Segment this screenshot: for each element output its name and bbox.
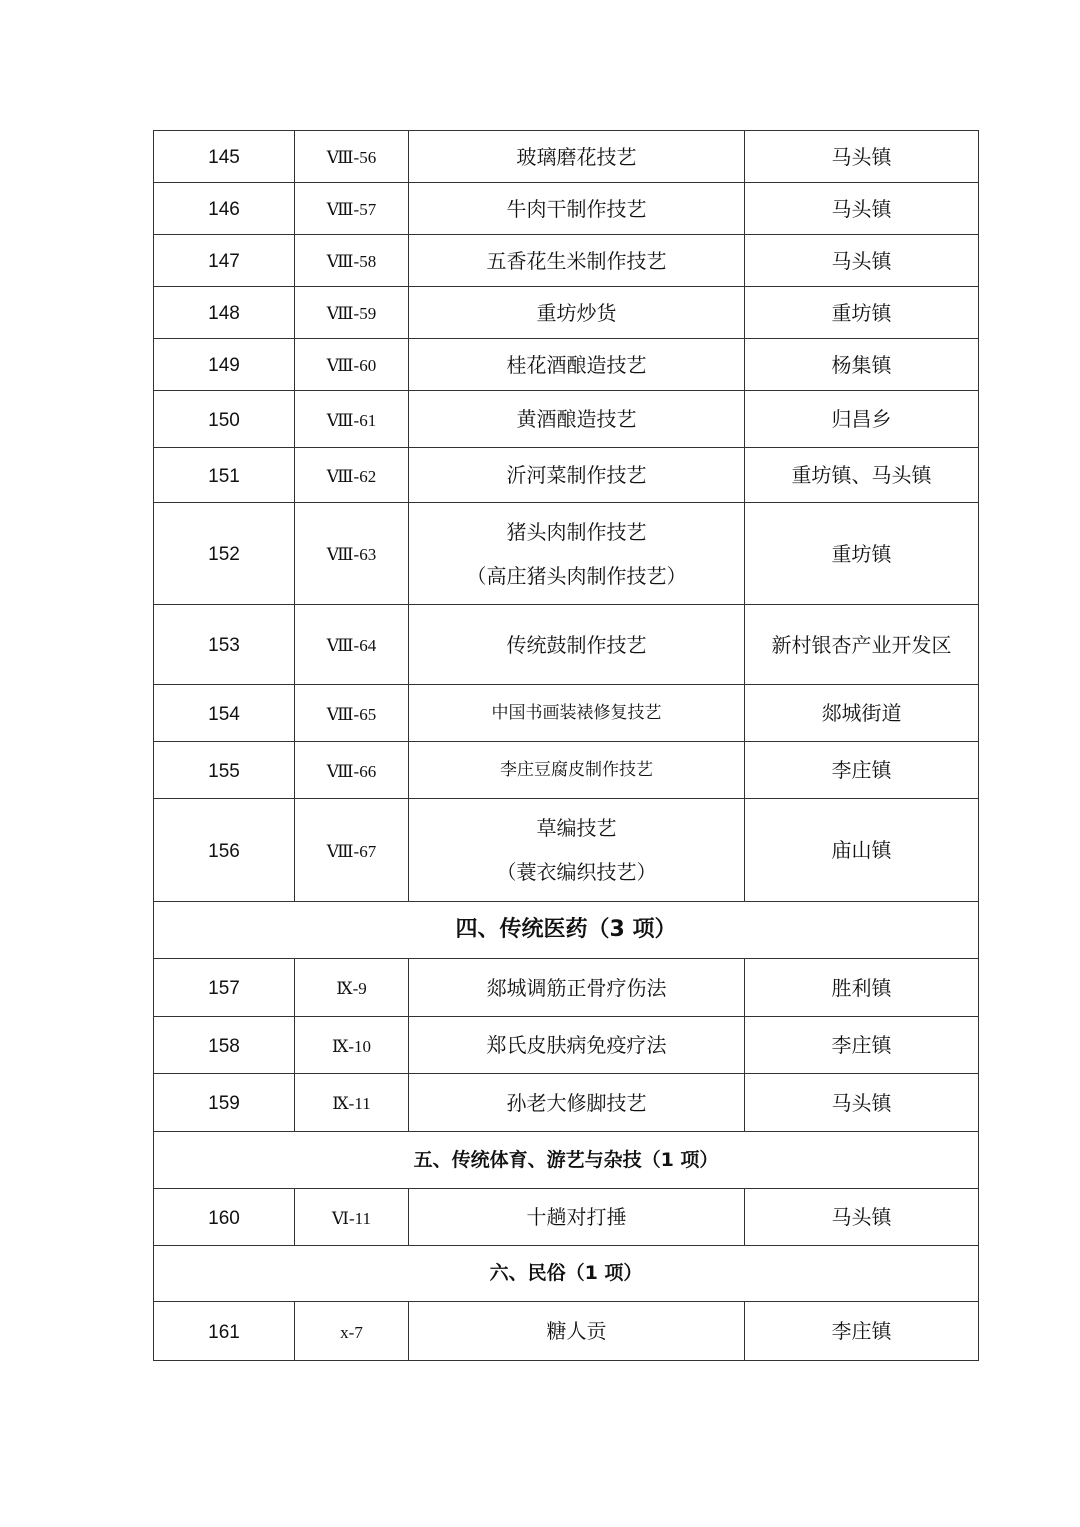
item-name: 孙老大修脚技艺 <box>409 1074 745 1132</box>
item-number: 154 <box>154 685 295 742</box>
item-region: 李庄镇 <box>745 1017 979 1074</box>
section-heading-medicine: 四、传统医药（3 项） <box>154 902 979 959</box>
item-region: 郯城街道 <box>745 685 979 742</box>
item-name: 桂花酒酿造技艺 <box>409 339 745 391</box>
item-code: Ⅷ-56 <box>295 131 409 183</box>
table-row <box>154 183 979 235</box>
table-row <box>154 391 979 448</box>
table-row <box>154 1189 979 1246</box>
item-number: 155 <box>154 742 295 799</box>
item-code: Ⅷ-59 <box>295 287 409 339</box>
item-region: 重坊镇、马头镇 <box>745 448 979 503</box>
table-row <box>154 1302 979 1361</box>
section-heading-folk: 六、民俗（1 项） <box>154 1246 979 1302</box>
item-region: 李庄镇 <box>745 1302 979 1361</box>
table-row <box>154 235 979 287</box>
item-region: 归昌乡 <box>745 391 979 448</box>
item-number: 148 <box>154 287 295 339</box>
item-name: 郯城调筋正骨疗伤法 <box>409 959 745 1017</box>
item-name: 玻璃磨花技艺 <box>409 131 745 183</box>
table-row <box>154 503 979 605</box>
item-name: 中国书画装裱修复技艺 <box>409 685 745 742</box>
table-row <box>154 1074 979 1132</box>
item-code: Ⅷ-65 <box>295 685 409 742</box>
table-row <box>154 131 979 183</box>
item-number: 161 <box>154 1302 295 1361</box>
item-name: 牛肉干制作技艺 <box>409 183 745 235</box>
item-code: Ⅸ-9 <box>295 959 409 1017</box>
table-row <box>154 287 979 339</box>
item-region: 胜利镇 <box>745 959 979 1017</box>
table-row <box>154 799 979 902</box>
item-number: 145 <box>154 131 295 183</box>
item-region: 杨集镇 <box>745 339 979 391</box>
item-region: 庙山镇 <box>745 799 979 902</box>
item-region: 李庄镇 <box>745 742 979 799</box>
item-name-alias: （蓑衣编织技艺） <box>496 860 657 884</box>
item-region: 重坊镇 <box>745 503 979 605</box>
item-name: 猪头肉制作技艺 <box>506 519 647 544</box>
item-number: 146 <box>154 183 295 235</box>
item-number: 152 <box>154 503 295 605</box>
item-number: 149 <box>154 339 295 391</box>
item-region: 重坊镇 <box>745 287 979 339</box>
section-heading-sports: 五、传统体育、游艺与杂技（1 项） <box>154 1132 979 1189</box>
item-code: Ⅷ-61 <box>295 391 409 448</box>
item-number: 158 <box>154 1017 295 1074</box>
item-number: 156 <box>154 799 295 902</box>
item-region: 马头镇 <box>745 1074 979 1132</box>
item-code: Ⅵ-11 <box>295 1189 409 1246</box>
table-row <box>154 742 979 799</box>
item-name: 李庄豆腐皮制作技艺 <box>409 742 745 799</box>
item-name: 重坊炒货 <box>409 287 745 339</box>
section-row <box>154 1246 979 1302</box>
table-row <box>154 339 979 391</box>
item-code: Ⅷ-63 <box>295 503 409 605</box>
table-row <box>154 1017 979 1074</box>
item-name: 郑氏皮肤病免疫疗法 <box>409 1017 745 1074</box>
item-name: 传统鼓制作技艺 <box>409 605 745 685</box>
item-region: 马头镇 <box>745 131 979 183</box>
item-name: 沂河菜制作技艺 <box>409 448 745 503</box>
item-number: 150 <box>154 391 295 448</box>
heritage-list-table <box>153 130 979 1361</box>
item-name: 糖人贡 <box>409 1302 745 1361</box>
item-code: Ⅸ-10 <box>295 1017 409 1074</box>
table-row <box>154 448 979 503</box>
item-number: 151 <box>154 448 295 503</box>
item-code: Ⅷ-60 <box>295 339 409 391</box>
item-region: 马头镇 <box>745 1189 979 1246</box>
item-region: 马头镇 <box>745 183 979 235</box>
item-code: Ⅷ-57 <box>295 183 409 235</box>
item-code: Ⅷ-67 <box>295 799 409 902</box>
item-name-cell <box>409 503 745 605</box>
table-row <box>154 685 979 742</box>
item-region: 马头镇 <box>745 235 979 287</box>
item-code: x-7 <box>295 1302 409 1361</box>
item-code: Ⅷ-58 <box>295 235 409 287</box>
item-number: 157 <box>154 959 295 1017</box>
item-name-cell <box>409 799 745 902</box>
item-code: Ⅸ-11 <box>295 1074 409 1132</box>
item-number: 159 <box>154 1074 295 1132</box>
item-name: 草编技艺 <box>536 816 617 840</box>
table-row <box>154 959 979 1017</box>
item-code: Ⅷ-66 <box>295 742 409 799</box>
item-number: 160 <box>154 1189 295 1246</box>
item-name: 五香花生米制作技艺 <box>409 235 745 287</box>
item-region: 新村银杏产业开发区 <box>745 605 979 685</box>
section-row <box>154 1132 979 1189</box>
item-code: Ⅷ-62 <box>295 448 409 503</box>
item-name: 十趟对打捶 <box>409 1189 745 1246</box>
item-number: 153 <box>154 605 295 685</box>
table-row <box>154 605 979 685</box>
item-number: 147 <box>154 235 295 287</box>
section-row <box>154 902 979 959</box>
item-code: Ⅷ-64 <box>295 605 409 685</box>
item-name: 黄酒酿造技艺 <box>409 391 745 448</box>
item-name-alias: （高庄猪头肉制作技艺） <box>466 563 687 588</box>
